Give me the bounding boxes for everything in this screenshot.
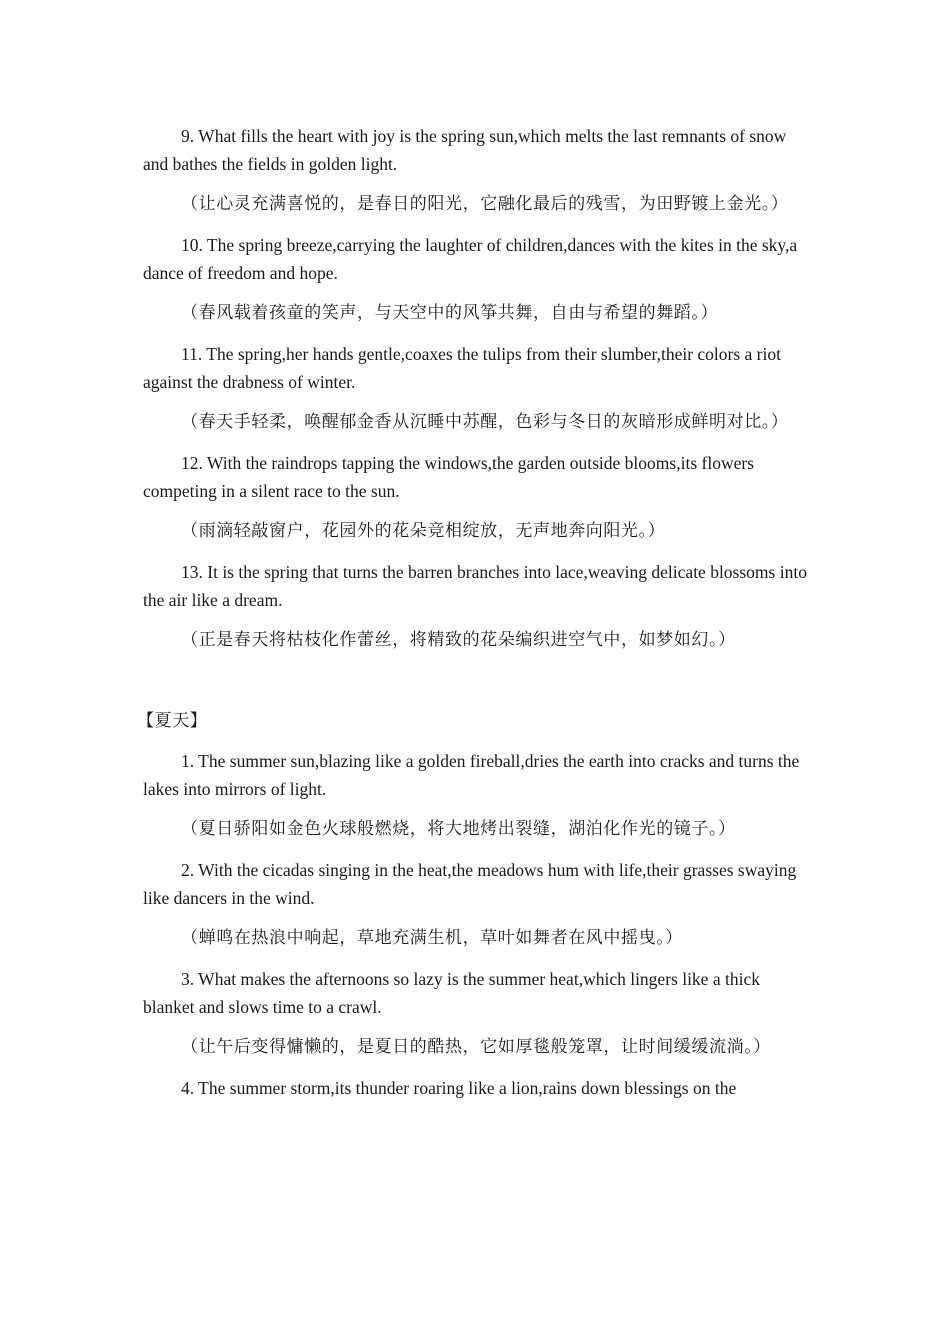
spring-item-12-cn: （雨滴轻敲窗户，花园外的花朵竞相绽放，无声地奔向阳光。） [181,521,666,541]
summer-item-3-en: 3. What makes the afternoons so lazy is the summer heat,which lingers like a thick blanket and slows time to a crawl. [143,969,760,1017]
spring-item-10-en: 10. The spring breeze,carrying the laughter of children,dances with the kites in the sky,a dance of freedom and hope. [143,235,798,283]
document-page [137,122,808,1114]
summer-item-3-cn: （让午后变得慵懒的，是夏日的酷热，它如厚毯般笼罩，让时间缓缓流淌。） [181,1037,771,1057]
spring-item-9-en: 9. What fills the heart with joy is the spring sun,which melts the last remnants of snow and bathes the fields in golden light. [143,126,787,174]
summer-item-4-en: 4. The summer storm,its thunder roaring like a lion,rains down blessings on the [181,1078,737,1098]
spring-item-11-en: 11. The spring,her hands gentle,coaxes the tulips from their slumber,their colors a riot against the drabness of winter. [143,344,781,392]
spring-item-12-en: 12. With the raindrops tapping the windows,the garden outside blooms,its flowers competing in a silent race to the sun. [143,453,754,501]
summer-section-heading: 【夏天】 [137,711,208,731]
summer-item-2-en: 2. With the cicadas singing in the heat,the meadows hum with life,their grasses swaying like dancers in the wind. [143,860,797,908]
summer-item-1-en: 1. The summer sun,blazing like a golden fireball,dries the earth into cracks and turns the lakes into mirrors of light. [143,751,800,799]
spring-item-13-en: 13. It is the spring that turns the barren branches into lace,weaving delicate blossoms into the air like a dream. [143,562,807,610]
spring-item-9-cn: （让心灵充满喜悦的，是春日的阳光，它融化最后的残雪，为田野镀上金光。） [181,194,789,214]
spring-item-11-cn: （春天手轻柔，唤醒郁金香从沉睡中苏醒，色彩与冬日的灰暗形成鲜明对比。） [181,412,789,432]
summer-item-1-cn: （夏日骄阳如金色火球般燃烧，将大地烤出裂缝，湖泊化作光的镜子。） [181,819,736,839]
spring-item-10-cn: （春风载着孩童的笑声，与天空中的风筝共舞，自由与希望的舞蹈。） [181,303,719,323]
summer-item-2-cn: （蝉鸣在热浪中响起，草地充满生机，草叶如舞者在风中摇曳。） [181,928,683,948]
spring-item-13-cn: （正是春天将枯枝化作蕾丝，将精致的花朵编织进空气中，如梦如幻。） [181,630,736,650]
